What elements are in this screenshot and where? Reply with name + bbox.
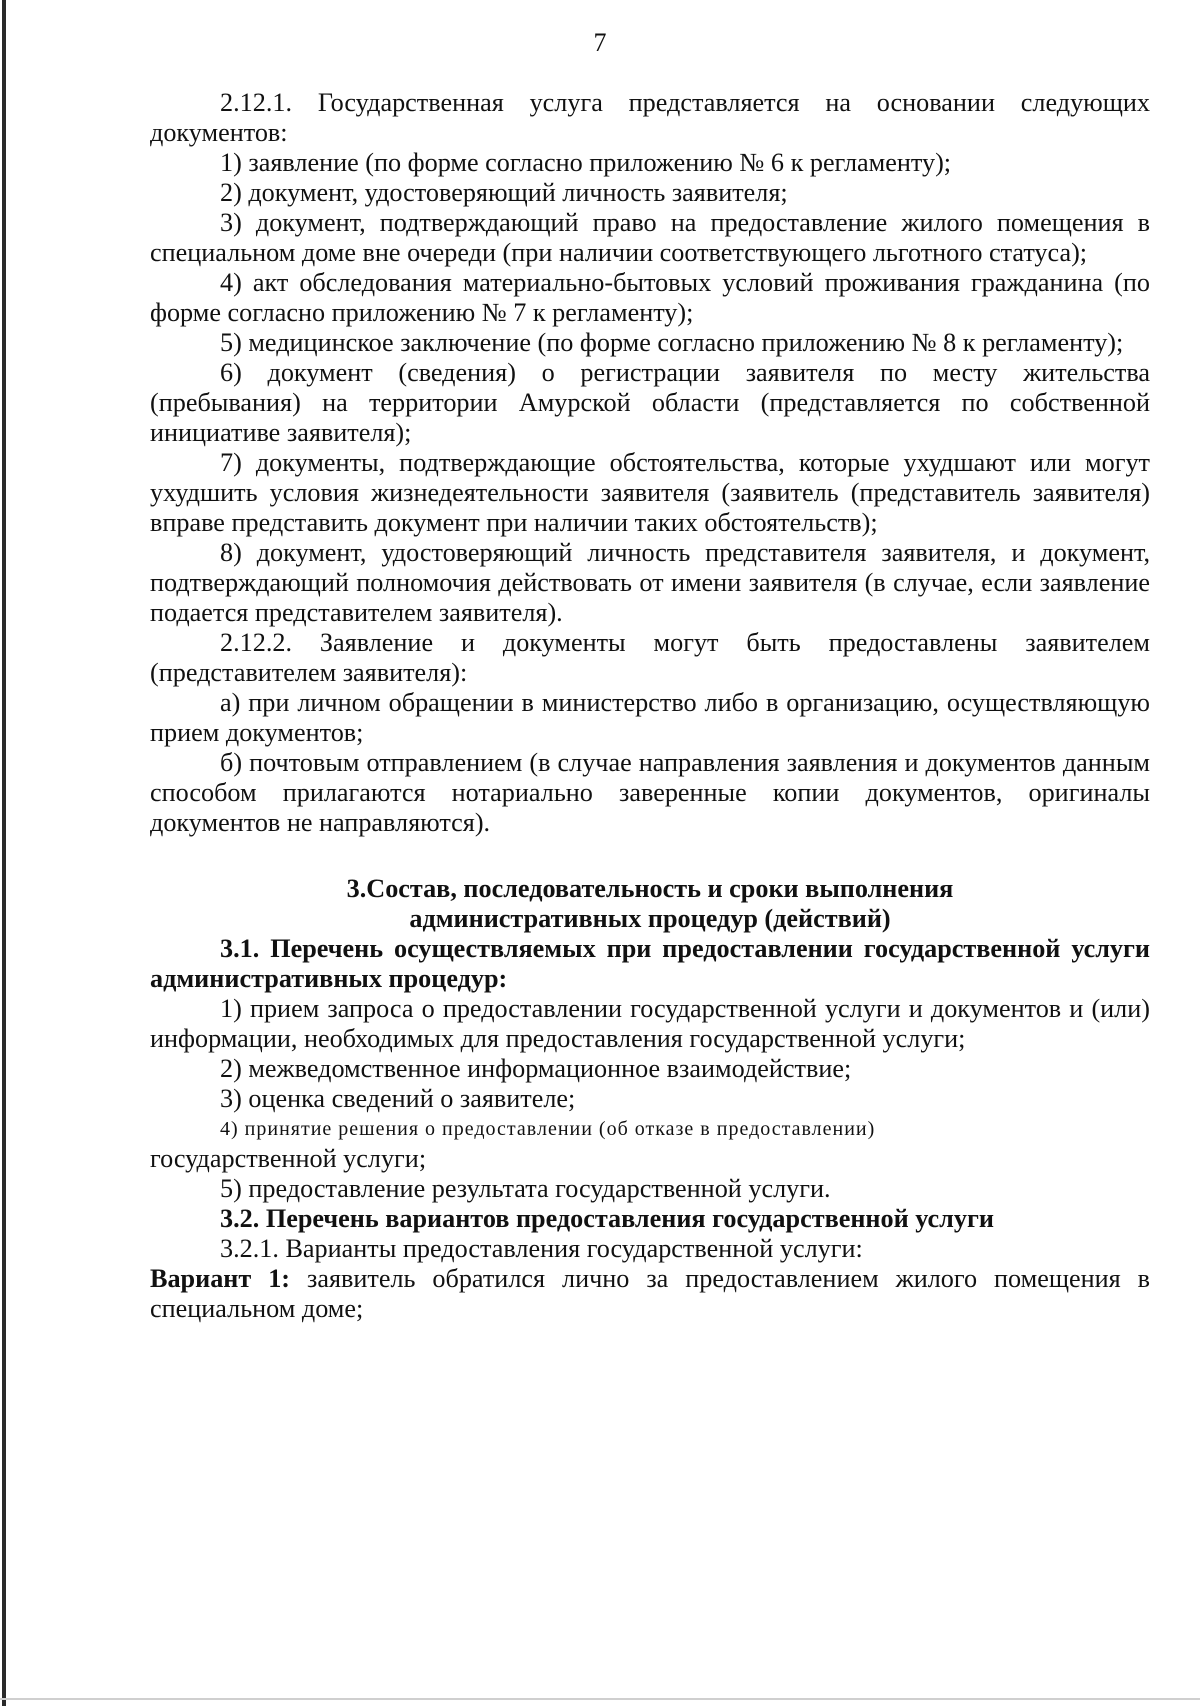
scan-left-edge [2,0,6,1706]
paragraph-2-12-1: 2.12.1. Государственная услуга представляется на основании следующих документов: [150,88,1150,147]
list-item-8: 8) документ, удостоверяющий личность представителя заявителя, и документ, подтверждающий полномочия действовать от имени заявителя (в случае, если заявление подается представителем заявителя). [150,538,1150,627]
document-body [150,88,1150,1324]
list-item-3: 3) документ, подтверждающий право на предоставление жилого помещения в специальном доме вне очереди (при наличии соответствующего льготного статуса); [150,208,1150,267]
procedure-2: 2) межведомственное информационное взаимодействие; [220,1054,852,1083]
list-item-b: б) почтовым отправлением (в случае направления заявления и документов данным способом прилагаются нотариально заверенные копии документов, оригиналы документов не направляются). [150,748,1150,837]
variant-1-label: Вариант 1: [150,1264,291,1293]
variant-1-text: заявитель обратился лично за предоставлением жилого помещения в специальном доме; [150,1264,1150,1323]
subsection-3-2-heading: 3.2. Перечень вариантов предоставления государственной услуги [220,1204,994,1233]
list-item-5: 5) медицинское заключение (по форме согласно приложению № 8 к регламенту); [220,328,1124,357]
list-item-1: 1) заявление (по форме согласно приложению № 6 к регламенту); [220,148,952,177]
list-item-4: 4) акт обследования материально-бытовых условий проживания гражданина (по форме согласно приложению № 7 к регламенту); [150,268,1150,327]
list-item-6: 6) документ (сведения) о регистрации заявителя по месту жительства (пребывания) на территории Амурской области (представляется по собственной инициативе заявителя); [150,358,1150,447]
procedure-4-line-2: государственной услуги; [150,1144,427,1173]
page-number: 7 [593,28,607,57]
section-3-heading-line-1: 3.Состав, последовательность и сроки выполнения [346,874,954,903]
procedure-5: 5) предоставление результата государственной услуги. [220,1174,831,1203]
scan-bottom-edge [0,1698,1200,1700]
paragraph-3-2-1: 3.2.1. Варианты предоставления государственной услуги: [220,1234,863,1263]
section-3-heading-line-2: административных процедур (действий) [409,904,891,933]
list-item-2: 2) документ, удостоверяющий личность заявителя; [220,178,788,207]
procedure-3: 3) оценка сведений о заявителе; [220,1084,576,1113]
procedure-4-line-1: 4) принятие решения о предоставлении (об отказе в предоставлении) [220,1118,876,1140]
procedure-1: 1) прием запроса о предоставлении государственной услуги и документов и (или) информации, необходимых для предоставления государственной услуги; [150,994,1150,1053]
list-item-7: 7) документы, подтверждающие обстоятельства, которые ухудшают или могут ухудшить условия жизнедеятельности заявителя (заявитель (представитель заявителя) вправе представить документ при наличии таких обстоятельств); [150,448,1150,537]
subsection-3-1-heading: 3.1. Перечень осуществляемых при предоставлении государственной услуги административных процедур: [150,934,1150,993]
paragraph-2-12-2: 2.12.2. Заявление и документы могут быть предоставлены заявителем (представителем заявителя): [150,628,1150,687]
variant-1 [150,1264,1150,1324]
list-item-a: а) при личном обращении в министерство либо в организацию, осуществляющую прием документов; [150,688,1150,747]
